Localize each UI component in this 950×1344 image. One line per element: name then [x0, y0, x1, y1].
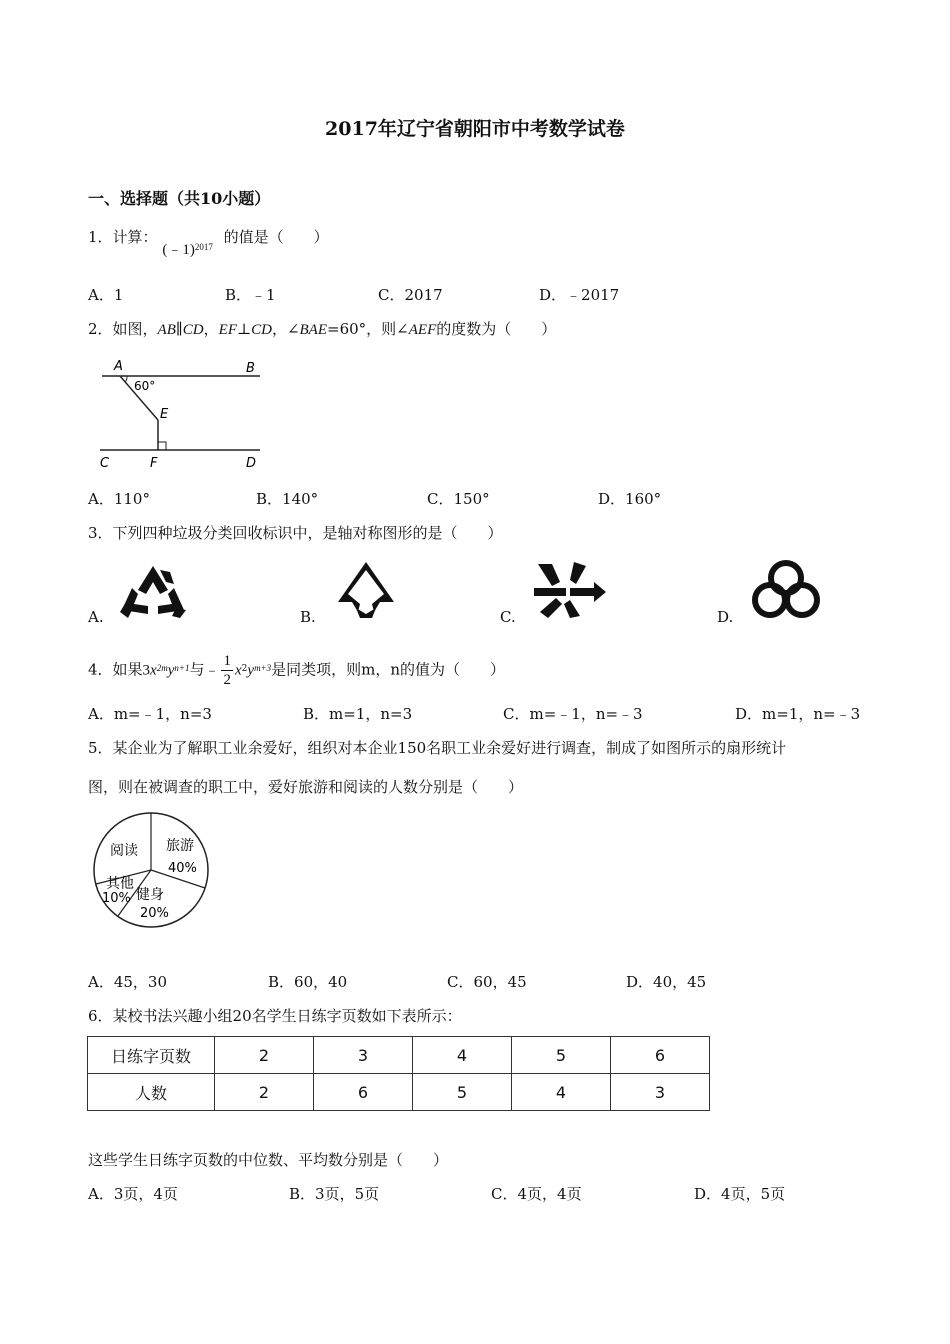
q6-option-a[interactable]: A．3页，4页: [88, 1185, 178, 1203]
recycle-arrows-icon: [118, 560, 188, 620]
question-5-line2: 图，则在被调查的职工中，爱好旅游和阅读的人数分别是（ ）: [88, 778, 524, 796]
q2-prefix: 2．如图，: [88, 320, 158, 338]
table-cell: 3: [314, 1037, 413, 1074]
q6-option-b[interactable]: B．3页，5页: [289, 1185, 380, 1203]
table-header-pages: 日练字页数: [88, 1037, 215, 1074]
q1-prefix: 1．计算：: [88, 228, 158, 246]
q6-data-table: [87, 1036, 710, 1111]
table-cell: 3: [611, 1074, 710, 1111]
q2-sep2: ，∠: [271, 320, 300, 338]
q2-cond-parallel: AB∥CD: [157, 322, 204, 338]
q4-term2-x: x: [234, 662, 242, 679]
pie-label-reading: 阅读: [110, 843, 138, 859]
q2-geometry-figure: [96, 354, 266, 474]
q4-option-c[interactable]: C．m=﹣1，n=﹣3: [503, 705, 643, 723]
q4-term2-xexp: 2: [241, 663, 248, 674]
q4-frac-den: 2: [223, 672, 231, 688]
q2-option-a[interactable]: A．110°: [88, 490, 150, 508]
q2-angle-name: BAE: [299, 322, 328, 338]
q5-pie-chart: [88, 808, 218, 938]
q3-option-b[interactable]: B.: [300, 608, 316, 626]
table-cell: 4: [512, 1074, 611, 1111]
q5-option-c[interactable]: C．60，45: [447, 973, 527, 991]
q3-option-c[interactable]: C.: [500, 608, 516, 626]
table-cell: 6: [314, 1074, 413, 1111]
q4-option-b[interactable]: B．m=1，n=3: [303, 705, 413, 723]
page-title: 2017年辽宁省朝阳市中考数学试卷: [325, 118, 625, 140]
q6-question: 这些学生日练字页数的中位数、平均数分别是（ ）: [88, 1151, 449, 1169]
question-5-line1: 5．某企业为了解职工业余爱好，组织对本企业150名职工业余爱好进行调查，制成了如图所示的扇形统计: [88, 739, 787, 757]
q4-suffix: 是同类项，则m，n的值为（ ）: [271, 660, 506, 679]
q4-option-d[interactable]: D．m=1，n=﹣3: [735, 705, 861, 723]
q5-option-d[interactable]: D．40，45: [626, 973, 707, 991]
label-d: D: [246, 456, 257, 471]
q1-base: (﹣1): [162, 242, 195, 258]
q2-sep1: ，: [203, 320, 219, 338]
q5-option-b[interactable]: B．60，40: [268, 973, 348, 991]
label-c: C: [100, 456, 110, 471]
right-angle-mark: [158, 442, 166, 450]
q6-option-d[interactable]: D．4页，5页: [694, 1185, 786, 1203]
pie-value-fitness: 20%: [140, 906, 169, 921]
table-cell: 5: [512, 1037, 611, 1074]
q1-suffix: 的值是（ ）: [223, 228, 329, 246]
biohazard-circles-icon: [748, 556, 824, 622]
q1-power: [162, 242, 213, 258]
question-3: 3．下列四种垃圾分类回收标识中，是轴对称图形的是（ ）: [88, 524, 503, 542]
label-e: E: [160, 407, 169, 422]
q2-eq: =60°，则∠: [327, 320, 409, 338]
q2-option-d[interactable]: D．160°: [598, 490, 662, 508]
q1-option-d[interactable]: D．﹣2017: [539, 286, 620, 304]
pie-label-travel: 旅游: [166, 838, 194, 854]
q2-option-c[interactable]: C．150°: [427, 490, 490, 508]
q2-cond-perpendicular: EF⊥CD: [218, 322, 272, 338]
q4-option-a[interactable]: A．m=﹣1，n=3: [88, 705, 212, 723]
question-1: [88, 226, 329, 258]
q4-prefix: 4．如果: [88, 660, 143, 679]
q4-term1-yexp: n+1: [174, 662, 190, 673]
question-4: [88, 652, 505, 689]
angle-label: 60°: [134, 379, 156, 393]
table-cell: 4: [413, 1037, 512, 1074]
q2-option-b[interactable]: B．140°: [256, 490, 319, 508]
pie-value-other: 10%: [102, 891, 131, 906]
table-cell: 5: [413, 1074, 512, 1111]
question-6: 6．某校书法兴趣小组20名学生日练字页数如下表所示：: [88, 1007, 462, 1025]
q1-option-b[interactable]: B．﹣1: [225, 286, 276, 304]
q4-term2-yexp: m+3: [254, 662, 272, 673]
q2-suffix: 的度数为（ ）: [436, 320, 557, 338]
table-row-count: [88, 1074, 710, 1111]
q1-exponent: 2017: [194, 242, 213, 252]
label-a: A: [114, 359, 123, 374]
q4-term1-coef: 3: [142, 662, 151, 679]
q4-frac-num: 1: [223, 653, 231, 669]
pie-label-fitness: 健身: [136, 887, 164, 903]
q4-fraction: [221, 652, 233, 689]
table-cell: 2: [215, 1037, 314, 1074]
section-heading: 一、选择题（共10小题）: [88, 189, 271, 208]
q4-term1-xexp: 2m: [156, 662, 168, 673]
q6-option-c[interactable]: C．4页，4页: [491, 1185, 582, 1203]
pie-value-travel: 40%: [168, 861, 197, 876]
pie-label-other: 其他: [106, 876, 134, 892]
q4-term1-x: x: [150, 662, 157, 679]
q5-option-a[interactable]: A．45，30: [88, 973, 168, 991]
q1-option-a[interactable]: A．1: [88, 286, 124, 304]
table-row-pages: [88, 1037, 710, 1074]
label-f: F: [150, 456, 158, 471]
triangle-arrows-icon: [330, 558, 402, 620]
table-header-count: 人数: [88, 1074, 215, 1111]
q3-option-a[interactable]: A.: [88, 608, 104, 626]
angle-arc: [125, 376, 127, 382]
table-cell: 6: [611, 1037, 710, 1074]
question-2: [88, 318, 556, 339]
q4-term2-y: y: [247, 662, 255, 679]
table-cell: 2: [215, 1074, 314, 1111]
q2-target-angle: AEF: [408, 322, 437, 338]
q1-option-c[interactable]: C．2017: [378, 286, 443, 304]
q4-mid: 与﹣: [189, 660, 220, 679]
arrows-cross-icon: [530, 560, 608, 620]
q4-term1-y: y: [167, 662, 175, 679]
q3-option-d[interactable]: D.: [717, 608, 734, 626]
label-b: B: [246, 361, 255, 376]
